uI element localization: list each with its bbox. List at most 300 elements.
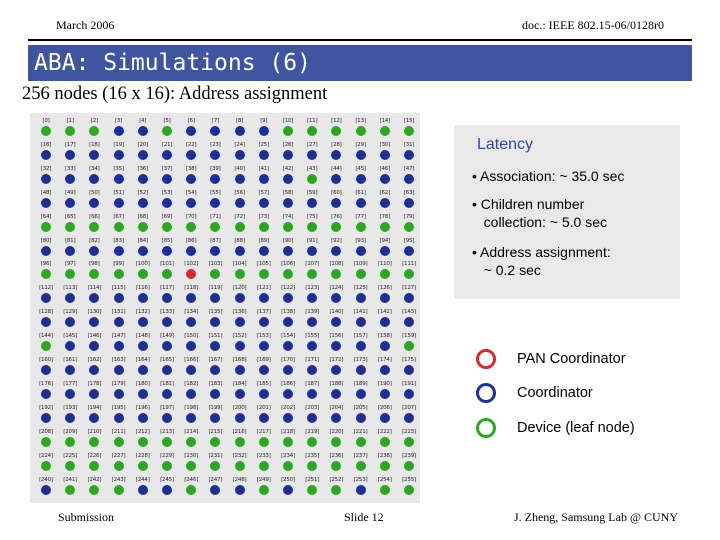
node-label: [15]	[403, 118, 415, 124]
footer-slide-number: Slide 12	[344, 510, 384, 524]
coordinator-node	[155, 285, 179, 307]
node-dot-icon	[404, 150, 414, 160]
node-dot-icon	[235, 246, 245, 256]
node-label: [232]	[232, 452, 247, 459]
coordinator-node	[82, 285, 106, 307]
node-label: [63]	[403, 189, 415, 196]
node-dot-icon	[380, 150, 390, 160]
coordinator-node	[228, 333, 252, 355]
coordinator-node	[58, 190, 82, 212]
coordinator-node	[131, 405, 155, 427]
coordinator-node	[228, 142, 252, 164]
node-dot-icon	[283, 485, 293, 495]
node-label: [37]	[161, 165, 173, 172]
node-label: [182]	[184, 380, 199, 387]
coordinator-node	[107, 142, 131, 164]
node-dot-icon	[162, 365, 172, 375]
node-dot-icon	[138, 246, 148, 256]
node-dot-icon	[114, 413, 124, 423]
slide-title: ABA: Simulations (6)	[34, 50, 311, 76]
coordinator-node	[397, 190, 421, 212]
coordinator-node	[82, 381, 106, 403]
node-label: [171]	[305, 357, 320, 363]
node-dot-icon	[331, 293, 341, 303]
node-dot-icon	[41, 222, 51, 232]
node-dot-icon	[307, 198, 317, 208]
node-label: [19]	[113, 141, 124, 148]
node-label: [190]	[377, 380, 392, 387]
node-label: [76]	[331, 213, 342, 220]
node-label: [72]	[234, 213, 245, 220]
coordinator-node	[228, 309, 252, 331]
node-dot-icon	[356, 198, 366, 208]
node-dot-icon	[65, 413, 75, 423]
node-dot-icon	[307, 269, 317, 279]
coordinator-node	[300, 357, 324, 379]
node-label: [58]	[282, 189, 294, 196]
device-node	[82, 453, 106, 475]
node-label: [132]	[135, 309, 150, 316]
node-label: [47]	[403, 165, 415, 172]
coordinator-node	[155, 333, 179, 355]
device-node	[155, 453, 179, 475]
coordinator-node	[107, 333, 131, 355]
node-dot-icon	[331, 413, 341, 423]
node-label: [178]	[87, 380, 102, 387]
node-dot-icon	[210, 461, 220, 471]
device-node	[82, 214, 106, 236]
node-dot-icon	[89, 317, 99, 327]
node-dot-icon	[307, 413, 317, 423]
node-dot-icon	[356, 174, 366, 184]
node-label: [135]	[208, 309, 223, 316]
device-node	[203, 453, 227, 475]
node-label: [116]	[135, 285, 150, 292]
node-label: [180]	[135, 380, 150, 387]
coordinator-node	[324, 238, 348, 260]
coordinator-node	[82, 238, 106, 260]
node-dot-icon	[259, 174, 269, 184]
node-label: [220]	[329, 428, 344, 435]
node-label: [86]	[185, 237, 197, 244]
coordinator-node	[155, 309, 179, 331]
coordinator-node	[252, 381, 276, 403]
coordinator-node	[324, 285, 348, 307]
node-label: [6]	[187, 118, 195, 124]
node-label: [231]	[208, 452, 223, 459]
device-node	[276, 453, 300, 475]
coordinator-node	[131, 285, 155, 307]
coordinator-node	[324, 381, 348, 403]
node-dot-icon	[210, 269, 220, 279]
coordinator-node	[203, 357, 227, 379]
node-label: [208]	[39, 428, 53, 435]
device-node	[82, 429, 106, 451]
node-dot-icon	[331, 269, 341, 279]
node-label: [85]	[161, 237, 173, 244]
node-label: [239]	[402, 452, 416, 459]
node-dot-icon	[380, 413, 390, 423]
node-dot-icon	[259, 150, 269, 160]
coordinator-node	[300, 333, 324, 355]
node-dot-icon	[331, 461, 341, 471]
device-node	[349, 118, 373, 140]
node-label: [228]	[135, 452, 150, 459]
node-dot-icon	[307, 437, 317, 447]
node-dot-icon	[380, 198, 390, 208]
node-dot-icon	[307, 150, 317, 160]
coordinator-node	[131, 190, 155, 212]
device-node	[300, 118, 324, 140]
node-label: [149]	[160, 333, 174, 340]
coordinator-node	[252, 285, 276, 307]
coordinator-node	[34, 381, 58, 403]
device-node	[373, 429, 397, 451]
node-label: [100]	[135, 261, 150, 268]
node-label: [207]	[402, 404, 416, 411]
node-dot-icon	[138, 293, 148, 303]
device-node	[373, 453, 397, 475]
device-node	[349, 261, 373, 283]
node-dot-icon	[259, 198, 269, 208]
coordinator-node	[349, 333, 373, 355]
coordinator-node	[155, 381, 179, 403]
node-label: [30]	[379, 141, 391, 148]
node-dot-icon	[41, 293, 51, 303]
coordinator-node	[155, 190, 179, 212]
latency-bullet-association: • Association: ~ 35.0 sec	[472, 168, 625, 184]
node-dot-icon	[404, 485, 414, 495]
device-node	[228, 429, 252, 451]
node-dot-icon	[307, 293, 317, 303]
node-label: [74]	[282, 213, 294, 220]
node-dot-icon	[138, 222, 148, 232]
coordinator-node	[397, 166, 421, 188]
coordinator-node	[58, 142, 82, 164]
node-dot-icon	[235, 293, 245, 303]
node-label: [161]	[63, 357, 78, 363]
node-dot-icon	[186, 150, 196, 160]
device-node	[276, 261, 300, 283]
node-label: [54]	[185, 189, 197, 196]
node-dot-icon	[65, 126, 75, 136]
node-dot-icon	[404, 413, 414, 423]
node-label: [24]	[234, 141, 245, 148]
node-label: [127]	[402, 285, 416, 292]
node-dot-icon	[114, 485, 124, 495]
coordinator-node	[34, 142, 58, 164]
node-dot-icon	[356, 341, 366, 351]
coordinator-node	[34, 357, 58, 379]
node-dot-icon	[331, 389, 341, 399]
coordinator-node	[34, 405, 58, 427]
coordinator-node	[131, 309, 155, 331]
node-label: [1]	[66, 118, 74, 124]
node-dot-icon	[138, 126, 148, 136]
node-dot-icon	[283, 126, 293, 136]
node-label: [156]	[329, 333, 344, 340]
node-label: [31]	[403, 141, 415, 148]
node-dot-icon	[259, 485, 269, 495]
node-dot-icon	[259, 389, 269, 399]
coordinator-node	[82, 405, 106, 427]
node-label: [158]	[377, 333, 392, 340]
coordinator-node	[228, 118, 252, 140]
node-dot-icon	[380, 437, 390, 447]
node-dot-icon	[114, 293, 124, 303]
coordinator-node	[34, 190, 58, 212]
coordinator-node	[349, 381, 373, 403]
node-dot-icon	[380, 485, 390, 495]
node-dot-icon	[235, 461, 245, 471]
node-label: [142]	[377, 309, 392, 316]
node-label: [102]	[184, 261, 199, 268]
node-dot-icon	[380, 389, 390, 399]
node-dot-icon	[283, 174, 293, 184]
node-label: [193]	[63, 404, 78, 411]
node-label: [106]	[281, 261, 295, 268]
node-label: [198]	[184, 404, 199, 411]
node-label: [221]	[353, 428, 368, 435]
node-dot-icon	[380, 317, 390, 327]
node-dot-icon	[283, 365, 293, 375]
device-node	[58, 261, 82, 283]
node-label: [229]	[160, 452, 174, 459]
node-label: [103]	[208, 261, 223, 268]
node-label: [97]	[64, 261, 76, 268]
node-label: [18]	[89, 141, 100, 148]
device-node	[131, 214, 155, 236]
node-grid-panel	[30, 113, 420, 503]
node-dot-icon	[162, 413, 172, 423]
device-node	[300, 166, 324, 188]
node-dot-icon	[235, 437, 245, 447]
coordinator-node	[58, 309, 82, 331]
node-dot-icon	[65, 269, 75, 279]
node-dot-icon	[235, 413, 245, 423]
node-label: [126]	[377, 285, 392, 292]
node-label: [204]	[329, 404, 344, 411]
node-dot-icon	[114, 341, 124, 351]
node-dot-icon	[186, 126, 196, 136]
node-label: [197]	[160, 404, 174, 411]
coordinator-node	[179, 142, 203, 164]
node-dot-icon	[380, 341, 390, 351]
node-label: [128]	[39, 309, 53, 316]
device-node	[252, 429, 276, 451]
node-label: [214]	[184, 428, 199, 435]
node-dot-icon	[307, 126, 317, 136]
device-node	[324, 118, 348, 140]
node-label: [16]	[40, 141, 52, 148]
coordinator-node	[155, 166, 179, 188]
node-label: [244]	[135, 476, 150, 483]
node-label: [80]	[40, 237, 52, 244]
node-dot-icon	[356, 150, 366, 160]
node-dot-icon	[41, 341, 51, 351]
node-dot-icon	[404, 365, 414, 375]
coordinator-node	[179, 118, 203, 140]
node-dot-icon	[307, 246, 317, 256]
coordinator-node	[131, 477, 155, 499]
node-label: [168]	[232, 357, 247, 363]
node-dot-icon	[259, 365, 269, 375]
node-label: [44]	[331, 165, 342, 172]
node-label: [62]	[379, 189, 391, 196]
node-label: [59]	[306, 189, 318, 196]
node-dot-icon	[186, 269, 196, 279]
node-label: [17]	[64, 141, 76, 148]
node-dot-icon	[114, 269, 124, 279]
coordinator-node	[179, 405, 203, 427]
node-dot-icon	[138, 198, 148, 208]
node-label: [112]	[39, 285, 53, 292]
node-label: [40]	[234, 165, 245, 172]
coordinator-node	[155, 238, 179, 260]
node-dot-icon	[41, 269, 51, 279]
node-dot-icon	[283, 317, 293, 327]
node-dot-icon	[307, 174, 317, 184]
node-label: [77]	[355, 213, 366, 220]
node-dot-icon	[89, 222, 99, 232]
slide-subtitle: 256 nodes (16 x 16): Address assignment	[22, 84, 328, 104]
node-label: [122]	[281, 285, 295, 292]
node-label: [151]	[208, 333, 223, 340]
latency-bullet-address: • Address assignment: ~ 0.2 sec	[472, 244, 611, 278]
node-dot-icon	[235, 317, 245, 327]
node-dot-icon	[114, 222, 124, 232]
coordinator-node	[252, 357, 276, 379]
node-label: [160]	[39, 357, 53, 363]
device-node	[179, 429, 203, 451]
node-label: [176]	[39, 380, 53, 387]
node-dot-icon	[235, 222, 245, 232]
node-dot-icon	[283, 341, 293, 351]
coordinator-node	[300, 309, 324, 331]
node-dot-icon	[380, 461, 390, 471]
coordinator-node	[349, 238, 373, 260]
node-label: [34]	[89, 165, 100, 172]
node-label: [219]	[305, 428, 320, 435]
coordinator-node	[179, 381, 203, 403]
node-label: [46]	[379, 165, 391, 172]
node-dot-icon	[138, 485, 148, 495]
coordinator-node	[252, 333, 276, 355]
coordinator-node	[58, 333, 82, 355]
coordinator-node	[397, 309, 421, 331]
node-label: [12]	[331, 118, 342, 124]
node-label: [13]	[355, 118, 366, 124]
node-dot-icon	[186, 437, 196, 447]
node-dot-icon	[186, 341, 196, 351]
device-node	[397, 429, 421, 451]
node-label: [32]	[40, 165, 52, 172]
coordinator-node	[203, 238, 227, 260]
coordinator-node	[179, 190, 203, 212]
coordinator-node	[397, 381, 421, 403]
node-label: [57]	[258, 189, 270, 196]
device-node	[155, 214, 179, 236]
device-node	[131, 429, 155, 451]
coordinator-node	[131, 333, 155, 355]
coordinator-node	[131, 166, 155, 188]
node-dot-icon	[89, 389, 99, 399]
node-label: [83]	[113, 237, 124, 244]
node-label: [5]	[163, 118, 171, 124]
node-label: [234]	[281, 452, 295, 459]
node-dot-icon	[356, 126, 366, 136]
node-dot-icon	[186, 222, 196, 232]
coordinator-node	[203, 381, 227, 403]
node-label: [94]	[379, 237, 391, 244]
node-dot-icon	[114, 174, 124, 184]
node-dot-icon	[210, 246, 220, 256]
node-label: [131]	[111, 309, 126, 316]
node-label: [143]	[402, 309, 416, 316]
device-node	[203, 429, 227, 451]
coordinator-node	[228, 166, 252, 188]
device-node	[300, 453, 324, 475]
node-dot-icon	[65, 174, 75, 184]
node-label: [224]	[39, 452, 53, 459]
node-dot-icon	[89, 293, 99, 303]
coordinator-node	[276, 357, 300, 379]
node-dot-icon	[89, 126, 99, 136]
node-label: [117]	[160, 285, 174, 292]
node-label: [147]	[111, 333, 126, 340]
coordinator-node	[203, 118, 227, 140]
node-dot-icon	[65, 365, 75, 375]
coordinator-node	[300, 142, 324, 164]
node-label: [174]	[377, 357, 392, 363]
coordinator-node	[58, 405, 82, 427]
node-label: [23]	[210, 141, 221, 148]
device-node	[155, 261, 179, 283]
node-label: [89]	[258, 237, 270, 244]
node-label: [21]	[161, 141, 173, 148]
node-label: [36]	[137, 165, 149, 172]
node-label: [201]	[256, 404, 271, 411]
node-dot-icon	[356, 365, 366, 375]
node-dot-icon	[307, 317, 317, 327]
node-dot-icon	[307, 485, 317, 495]
coordinator-node	[82, 142, 106, 164]
node-dot-icon	[89, 198, 99, 208]
node-label: [233]	[256, 452, 271, 459]
node-dot-icon	[404, 461, 414, 471]
node-dot-icon	[404, 269, 414, 279]
coordinator-node	[252, 309, 276, 331]
device-node	[349, 429, 373, 451]
node-label: [216]	[232, 428, 247, 435]
node-dot-icon	[162, 293, 172, 303]
coordinator-node	[107, 166, 131, 188]
node-label: [152]	[232, 333, 247, 340]
node-label: [43]	[306, 165, 318, 172]
device-node	[203, 214, 227, 236]
node-dot-icon	[283, 293, 293, 303]
coordinator-node	[131, 357, 155, 379]
node-dot-icon	[404, 437, 414, 447]
node-label: [225]	[63, 452, 78, 459]
node-dot-icon	[380, 246, 390, 256]
legend-label-coordinator: Coordinator	[517, 385, 593, 401]
node-label: [111]	[402, 261, 416, 268]
node-dot-icon	[162, 341, 172, 351]
node-dot-icon	[65, 293, 75, 303]
node-dot-icon	[356, 485, 366, 495]
coordinator-node	[373, 309, 397, 331]
